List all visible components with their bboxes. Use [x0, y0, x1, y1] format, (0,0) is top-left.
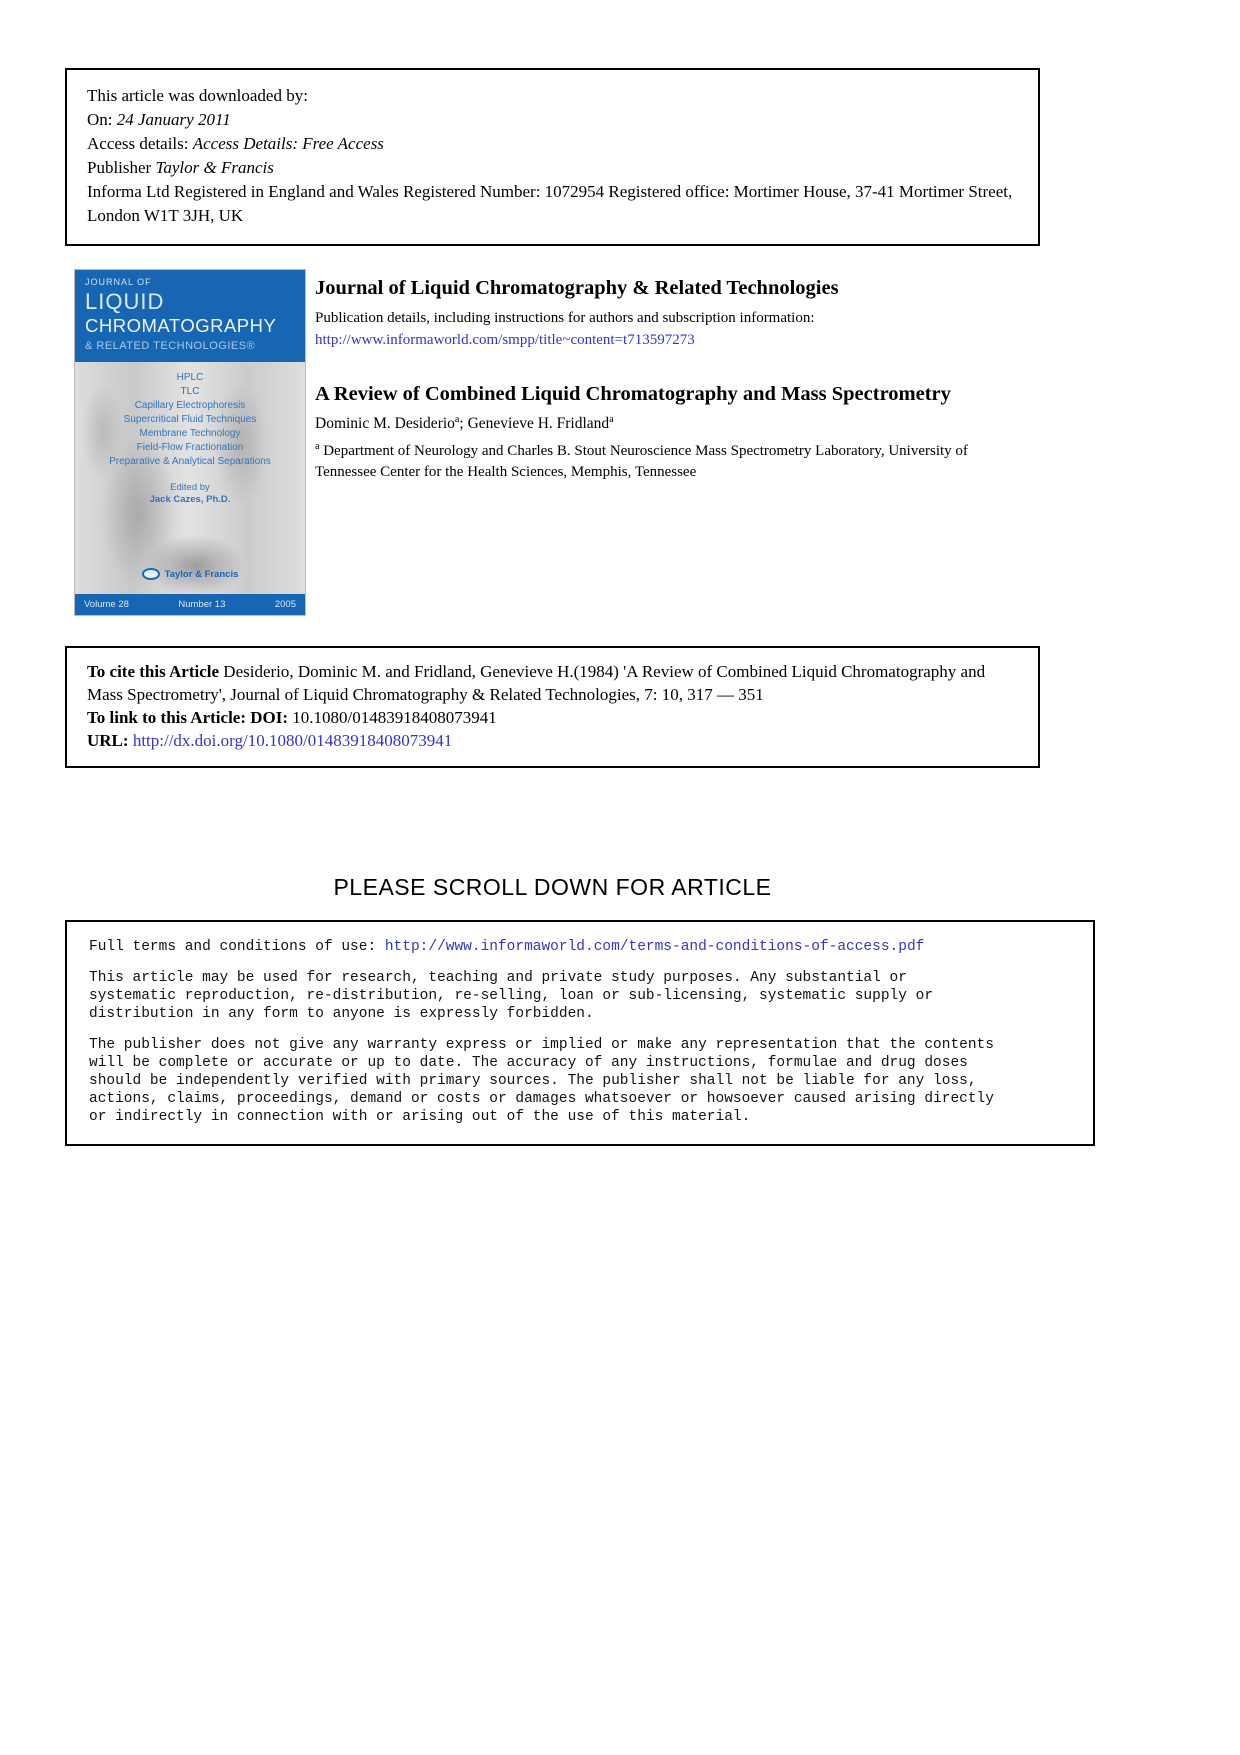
usage-terms-paragraph: This article may be used for research, teaching and private study purposes. Any substantial or systematic reproduction, re-distribution, re-selling, loan or sub-licensing, systematic supply or distribution in any form to anyone is expressly forbidden.	[89, 970, 934, 1022]
full-terms-label: Full terms and conditions of use:	[89, 939, 385, 955]
journal-homepage-link[interactable]: http://www.informaworld.com/smpp/title~content=t713597273	[315, 332, 695, 348]
cite-line	[87, 660, 1018, 706]
author-separator: ;	[459, 415, 468, 432]
author-2: Genevieve H. Fridland	[467, 415, 610, 432]
cover-topic: Membrane Technology	[139, 428, 241, 439]
article-authors	[315, 414, 1041, 434]
cover-masthead	[75, 270, 305, 362]
cover-topic: Preparative & Analytical Separations	[109, 456, 271, 467]
journal-title: Journal of Liquid Chromatography & Related Technologies	[315, 277, 839, 299]
cover-footer-bar	[75, 594, 305, 615]
cover-editor-name: Jack Cazes, Ph.D.	[149, 494, 231, 505]
author-1: Dominic M. Desiderio	[315, 415, 455, 432]
affiliation-text: Department of Neurology and Charles B. Stout Neuroscience Mass Spectrometry Laboratory, University of Tennessee Center for the Health Sciences, Memphis, Tennessee	[315, 443, 968, 480]
cover-topic: Field-Flow Fractionation	[136, 442, 244, 453]
doi-value: 10.1080/01483918408073941	[292, 708, 497, 727]
cover-journal-of-text: JOURNAL OF	[85, 277, 152, 287]
cover-editor-block	[150, 482, 231, 506]
article-title: A Review of Combined Liquid Chromatography and Mass Spectrometry	[315, 383, 951, 405]
downloaded-by-line	[87, 84, 1018, 108]
cover-year: 2005	[274, 599, 296, 610]
cite-text: Desiderio, Dominic M. and Fridland, Genevieve H.(1984) 'A Review of Combined Liquid Chromatography and Mass Spectrometry', Journal of Liquid Chromatography & Related Technologies, 7: 10, 317 — 351	[87, 662, 986, 704]
publication-info-column	[315, 276, 1041, 483]
journal-cover-image	[75, 270, 305, 615]
downloaded-by-text: This article was downloaded by:	[87, 86, 308, 105]
cite-label: To cite this Article	[87, 662, 224, 681]
cover-artwork	[75, 362, 305, 594]
cover-topic: HPLC	[176, 372, 204, 383]
scroll-down-notice: PLEASE SCROLL DOWN FOR ARTICLE	[333, 874, 772, 900]
cover-topic: Supercritical Fluid Techniques	[123, 414, 257, 425]
url-label: URL:	[87, 731, 133, 750]
publisher-label: Publisher	[87, 158, 156, 177]
access-value: Access Details: Free Access	[192, 134, 384, 153]
author-affiliation	[315, 441, 1015, 483]
url-line	[87, 729, 1018, 752]
doi-line	[87, 706, 1018, 729]
terms-pdf-link[interactable]: http://www.informaworld.com/terms-and-conditions-of-access.pdf	[384, 939, 925, 955]
publisher-value: Taylor & Francis	[155, 158, 274, 177]
download-date-line	[87, 108, 1018, 132]
access-label: Access details:	[87, 134, 193, 153]
publication-details-text: Publication details, including instructions for authors and subscription information:	[315, 310, 815, 326]
cover-edited-by-label: Edited by	[170, 482, 210, 493]
registered-office-line: Informa Ltd Registered in England and Wales Registered Number: 1072954 Registered office: Mortimer House, 37-41 Mortimer Street, London W1T 3JH, UK	[87, 182, 1013, 225]
date-label: On:	[87, 110, 117, 129]
doi-url-link[interactable]: http://dx.doi.org/10.1080/01483918408073941	[132, 731, 453, 750]
warranty-disclaimer-paragraph: The publisher does not give any warranty express or implied or make any representation that the contents will be complete or accurate or up to date. The accuracy of any instructions, formulae and drug doses should be independently verified with primary sources. The publisher shall not be liable for any loss, actions, claims, proceedings, demand or costs or damages whatsoever or howsoever caused arising directly or indirectly in connection with or arising out of the use of this material.	[89, 1037, 994, 1125]
affiliation-marker: a	[315, 441, 320, 452]
citation-box	[65, 646, 1040, 768]
cover-volume: Volume 28	[84, 599, 129, 610]
cover-topic: Capillary Electrophoresis	[134, 400, 246, 411]
terms-and-conditions-box	[65, 920, 1095, 1146]
publisher-line	[87, 156, 1018, 180]
cover-related-technologies-text: & RELATED TECHNOLOGIES®	[85, 340, 256, 352]
taylor-francis-logo-icon	[142, 568, 160, 580]
affiliation-marker: a	[609, 413, 614, 425]
taylor-francis-logo	[142, 568, 239, 580]
cover-liquid-text: LIQUID	[85, 289, 165, 314]
cover-number: Number 13	[178, 599, 226, 610]
download-info-box	[65, 68, 1040, 246]
cover-topic: TLC	[180, 386, 200, 397]
affiliation-marker: a	[454, 413, 460, 425]
cover-chromatography-text: CHROMATOGRAPHY	[85, 315, 277, 336]
taylor-francis-logo-text: Taylor & Francis	[164, 568, 239, 580]
doi-label: To link to this Article: DOI:	[87, 708, 293, 727]
full-terms-line	[89, 938, 1071, 956]
access-details-line	[87, 132, 1018, 156]
date-value: 24 January 2011	[116, 110, 231, 129]
